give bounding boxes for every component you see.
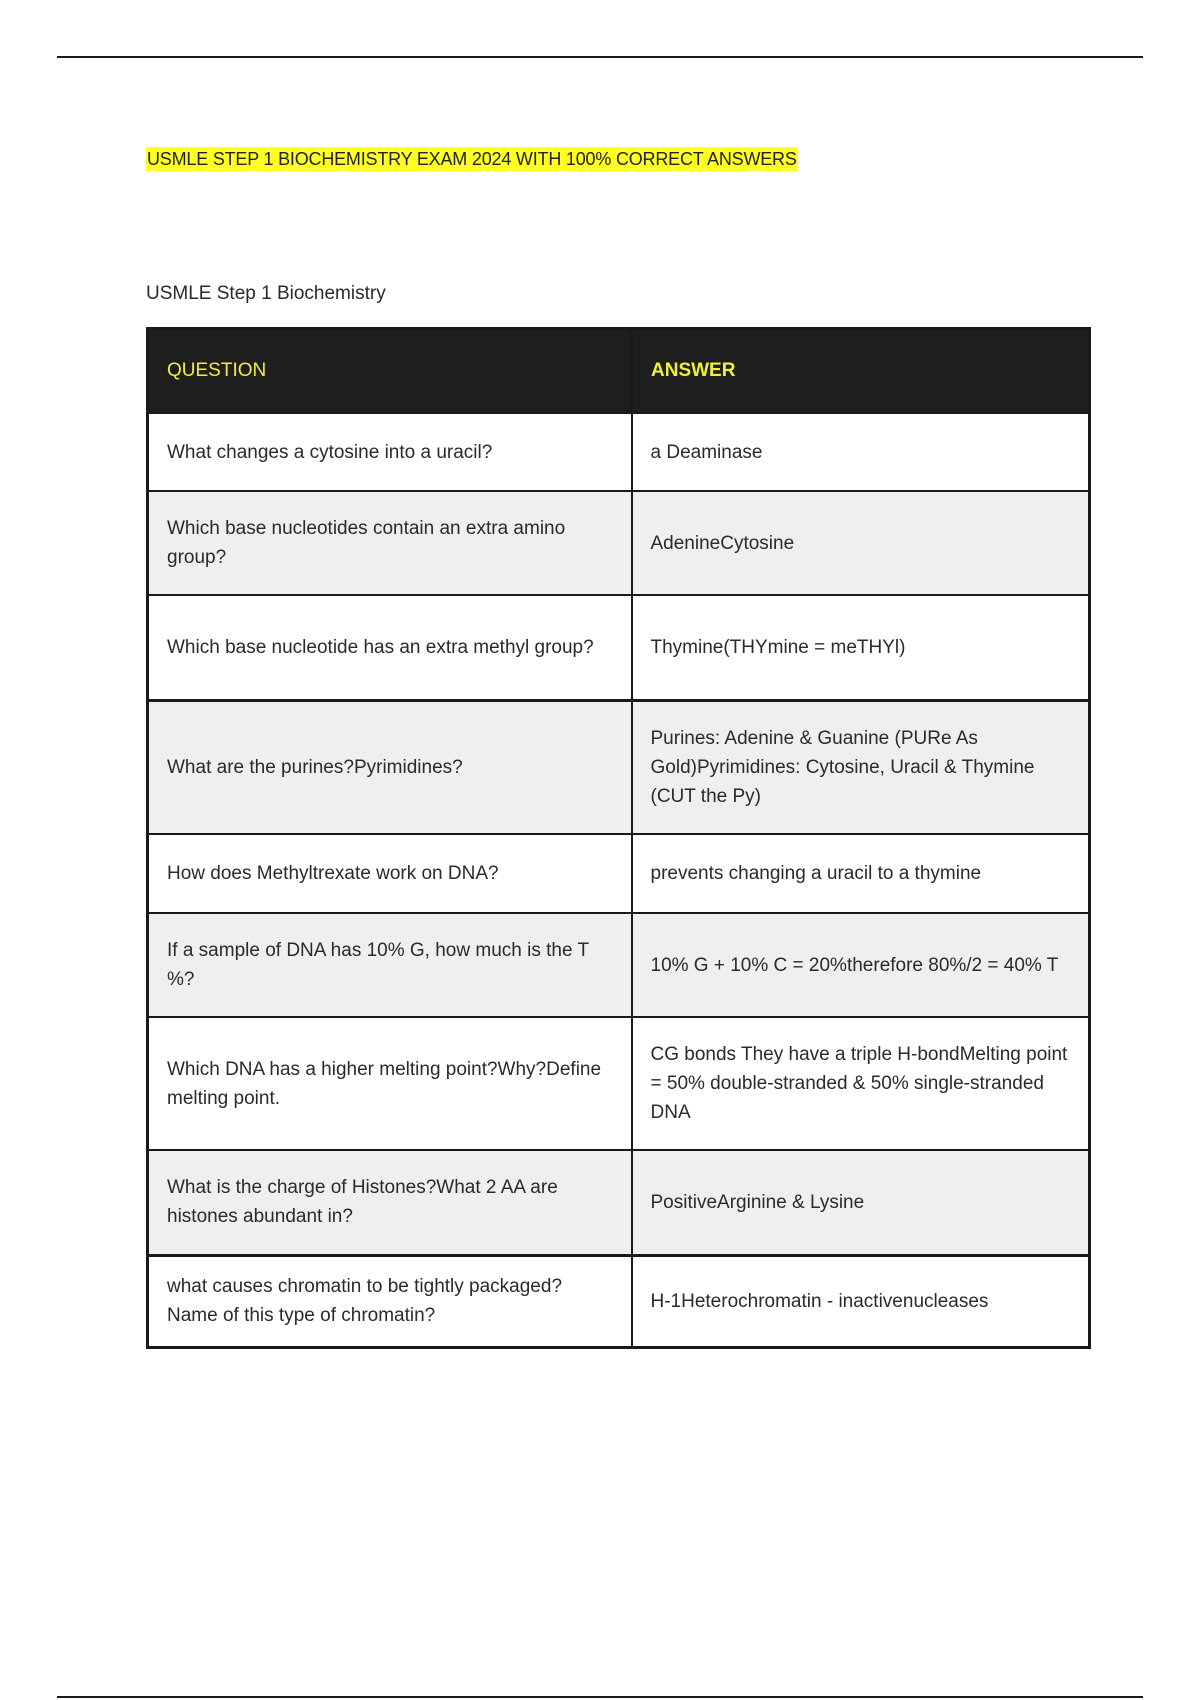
answer-column-header: ANSWER [632, 329, 1090, 414]
table-row [148, 491, 1090, 595]
question-column-header: QUESTION [148, 329, 632, 414]
answer-cell: 10% G + 10% C = 20%therefore 80%/2 = 40% T [632, 913, 1090, 1017]
top-rule [57, 56, 1143, 58]
answer-cell: AdenineCytosine [632, 491, 1090, 595]
question-cell: If a sample of DNA has 10% G, how much is the T %? [148, 913, 632, 1017]
table-row [148, 834, 1090, 913]
question-cell: What is the charge of Histones?What 2 AA are histones abundant in? [148, 1150, 632, 1255]
document-title-highlight: USMLE STEP 1 BIOCHEMISTRY EXAM 2024 WITH 100% CORRECT ANSWERS [147, 149, 797, 169]
answer-cell: prevents changing a uracil to a thymine [632, 834, 1090, 913]
answer-cell: H-1Heterochromatin - inactivenucleases [632, 1255, 1090, 1347]
question-cell: Which base nucleotides contain an extra amino group? [148, 491, 632, 595]
table-row [148, 913, 1090, 1017]
answer-cell: CG bonds They have a triple H-bondMelting point = 50% double-stranded & 50% single-stranded DNA [632, 1017, 1090, 1150]
answer-cell: a Deaminase [632, 413, 1090, 491]
question-cell: Which DNA has a higher melting point?Why?Define melting point. [148, 1017, 632, 1150]
table-row [148, 700, 1090, 834]
table-row [148, 1150, 1090, 1255]
table-row [148, 1255, 1090, 1347]
answer-cell: Thymine(THYmine = meTHYl) [632, 595, 1090, 700]
question-cell: what causes chromatin to be tightly packaged?Name of this type of chromatin? [148, 1255, 632, 1347]
answer-cell: PositiveArginine & Lysine [632, 1150, 1090, 1255]
answer-cell: Purines: Adenine & Guanine (PURe As Gold)Pyrimidines: Cytosine, Uracil & Thymine (CUT the Py) [632, 700, 1090, 834]
question-cell: What changes a cytosine into a uracil? [148, 413, 632, 491]
question-cell: How does Methyltrexate work on DNA? [148, 834, 632, 913]
table-row [148, 595, 1090, 700]
document-subtitle: USMLE Step 1 Biochemistry [146, 283, 386, 304]
document-title [146, 146, 798, 172]
bottom-rule [57, 1696, 1143, 1698]
table-row [148, 413, 1090, 491]
table-header-row [148, 329, 1090, 414]
qa-table [146, 327, 1091, 1349]
question-cell: What are the purines?Pyrimidines? [148, 700, 632, 834]
table-row [148, 1017, 1090, 1150]
question-cell: Which base nucleotide has an extra methyl group? [148, 595, 632, 700]
